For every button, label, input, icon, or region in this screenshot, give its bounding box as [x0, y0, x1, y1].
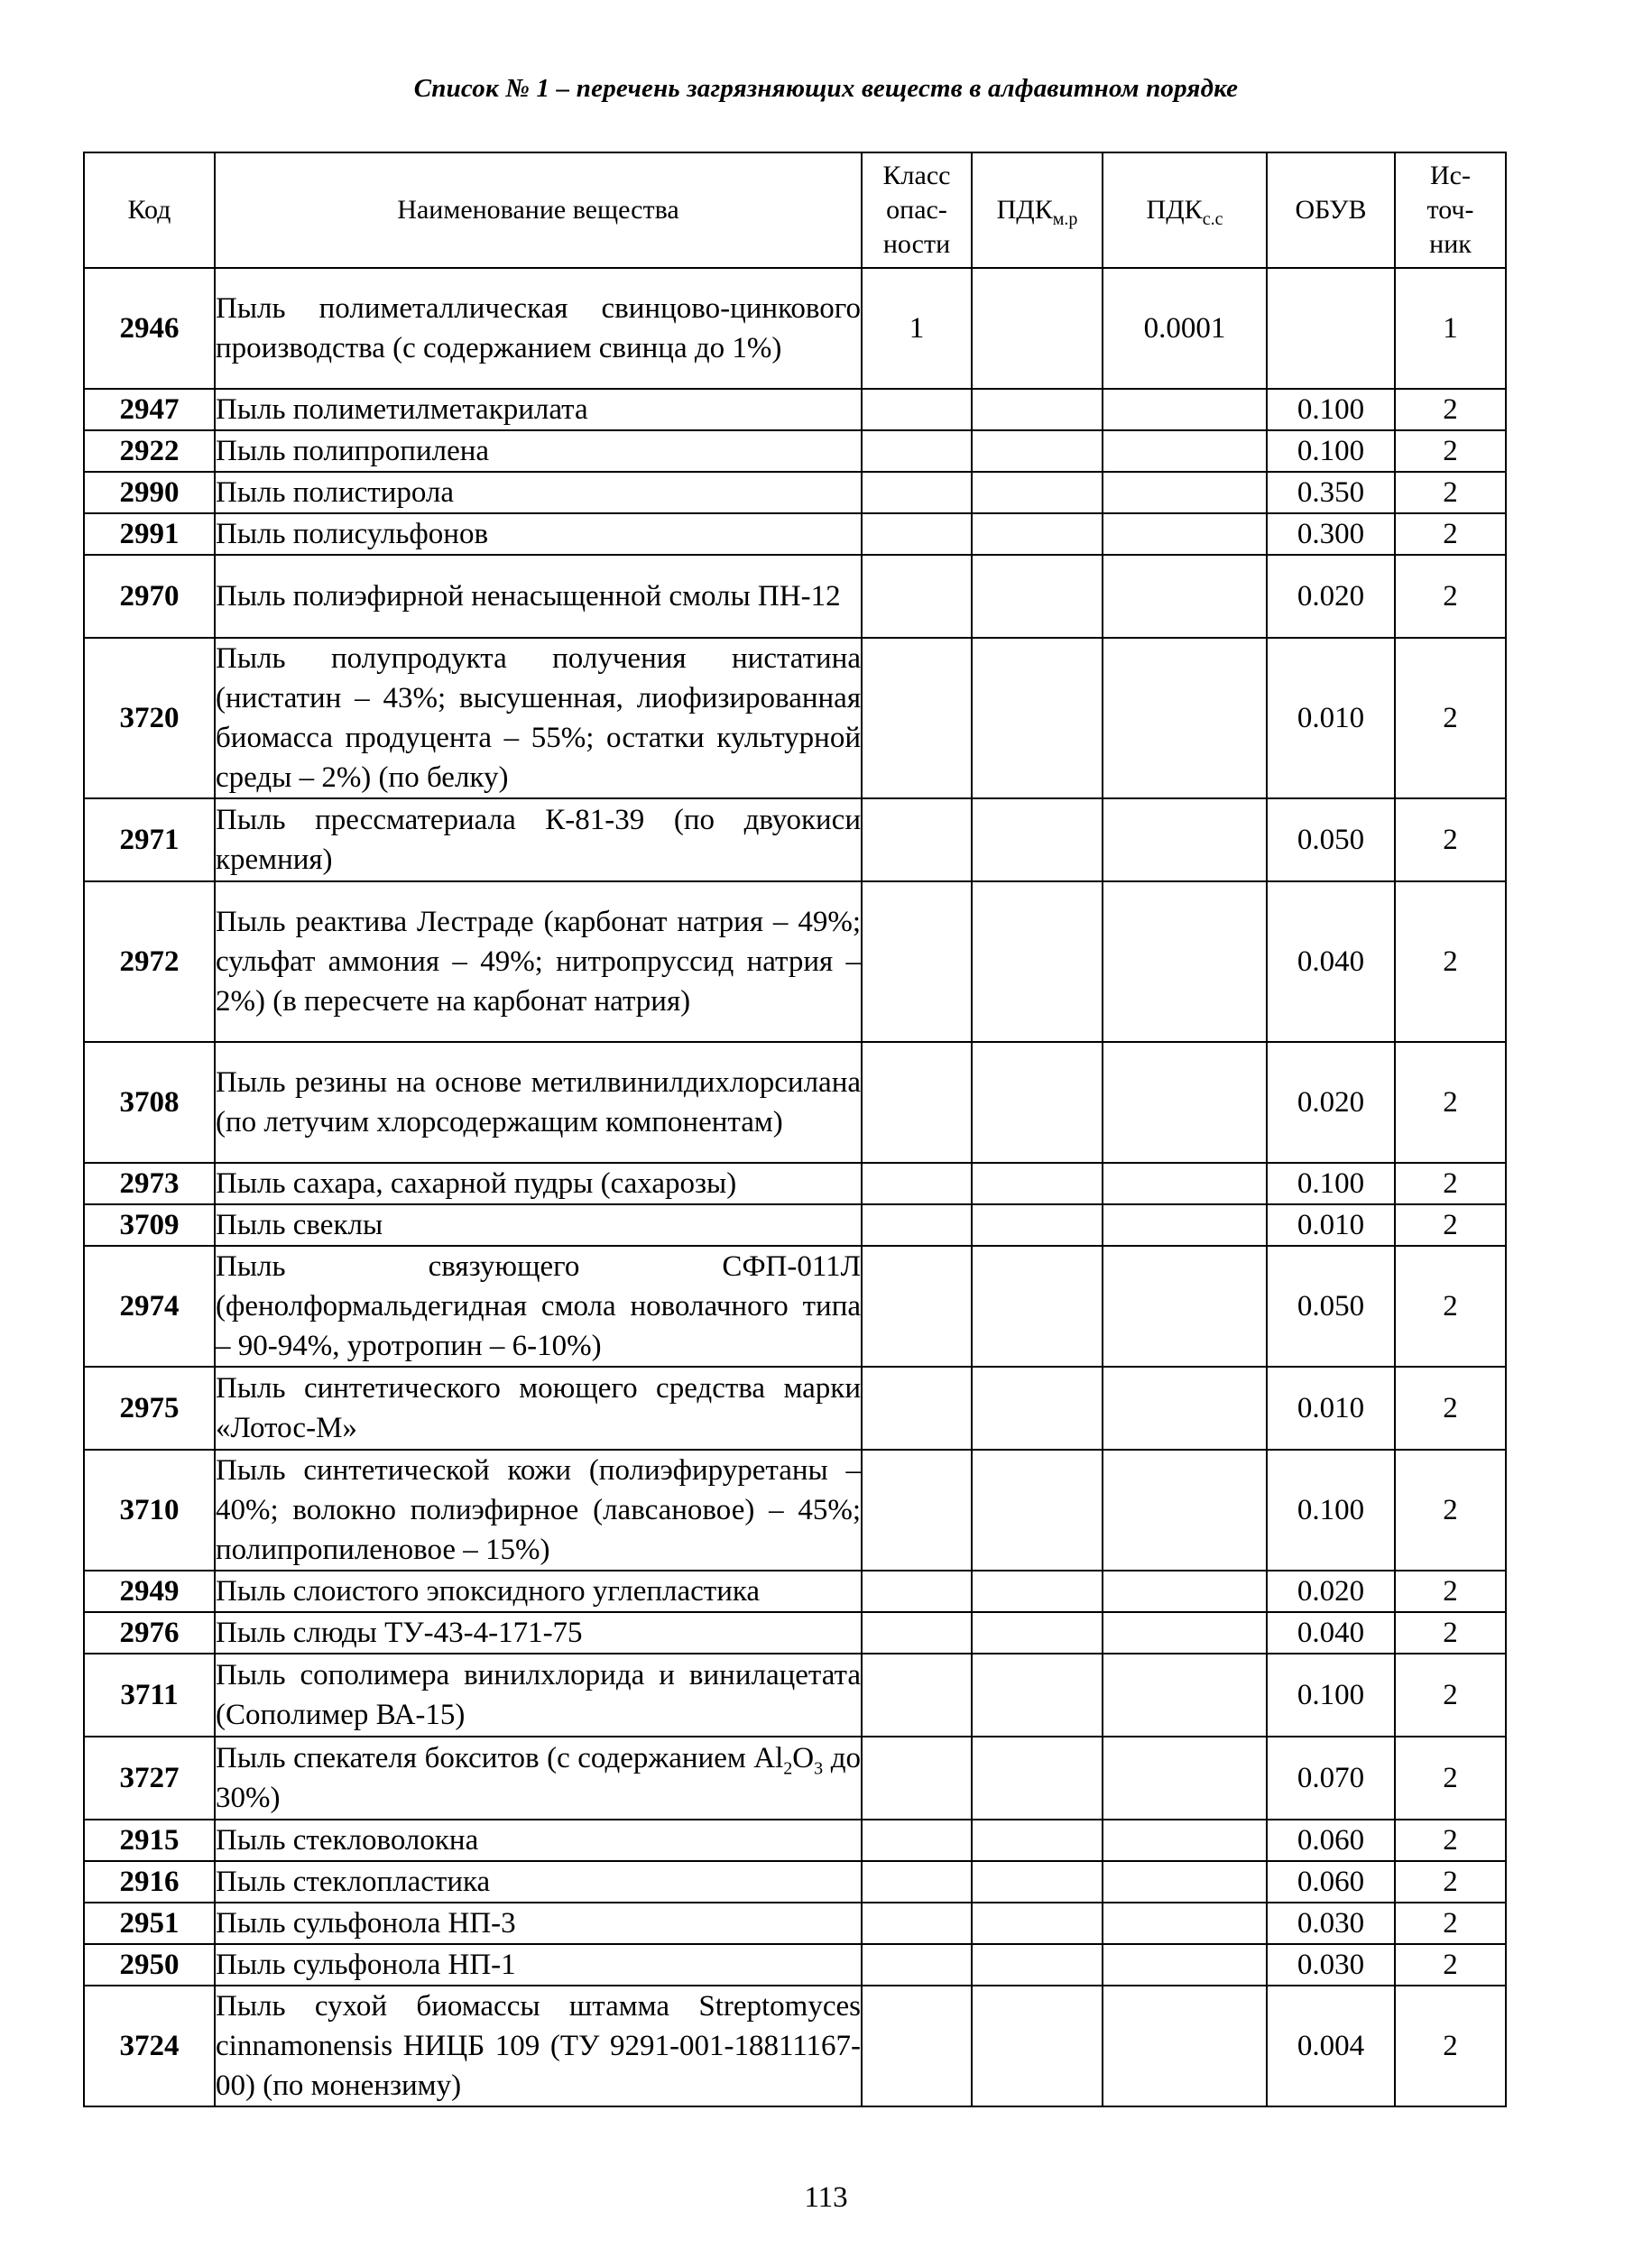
cell-name: Пыль полиметилметакрилата: [215, 389, 862, 430]
cell-source: 2: [1395, 1986, 1506, 2106]
cell-pdk-ss: 0.0001: [1103, 268, 1267, 389]
table-row: [84, 1163, 1506, 1204]
cell-obuv: 0.030: [1267, 1944, 1395, 1986]
cell-code: 2946: [84, 268, 215, 389]
cell-source: 2: [1395, 555, 1506, 638]
header-pdk-ss: [1103, 152, 1267, 268]
cell-pdk-ss: [1103, 1042, 1267, 1163]
cell-hazard-class: [862, 555, 972, 638]
cell-name: Пыль полупродукта получения нистатина (нистатин – 43%; высушенная, лиофизированная биомасса продуцента – 55%; остатки культурной среды – 2%) (по белку): [215, 638, 862, 798]
cell-hazard-class: [862, 1654, 972, 1737]
cell-hazard-class: [862, 513, 972, 555]
table-row: [84, 1450, 1506, 1571]
cell-pdk-mr: [972, 1820, 1103, 1861]
cell-name: Пыль свеклы: [215, 1204, 862, 1246]
table-row: [84, 1820, 1506, 1861]
cell-pdk-ss: [1103, 798, 1267, 881]
cell-pdk-ss: [1103, 513, 1267, 555]
cell-obuv: 0.010: [1267, 1204, 1395, 1246]
name-part: до 30%): [216, 1742, 861, 1814]
table-header-row: [84, 152, 1506, 268]
cell-pdk-ss: [1103, 555, 1267, 638]
cell-obuv: 0.300: [1267, 513, 1395, 555]
cell-pdk-ss: [1103, 1571, 1267, 1612]
cell-pdk-mr: [972, 1944, 1103, 1986]
cell-name: Пыль полиэфирной ненасыщенной смолы ПН-12: [215, 555, 862, 638]
cell-source: 2: [1395, 1903, 1506, 1944]
table-row: [84, 1861, 1506, 1903]
cell-hazard-class: [862, 430, 972, 472]
cell-obuv: 0.060: [1267, 1820, 1395, 1861]
cell-hazard-class: [862, 1861, 972, 1903]
cell-hazard-class: [862, 638, 972, 798]
cell-pdk-ss: [1103, 1861, 1267, 1903]
cell-hazard-class: [862, 1204, 972, 1246]
cell-code: 2916: [84, 1861, 215, 1903]
cell-code: 2922: [84, 430, 215, 472]
header-source: Ис- точ- ник: [1395, 152, 1506, 268]
cell-hazard-class: [862, 1944, 972, 1986]
cell-code: 2970: [84, 555, 215, 638]
cell-obuv: 0.020: [1267, 1042, 1395, 1163]
name-subscript: 3: [814, 1758, 824, 1779]
name-part: Пыль спекателя бокситов (с содержанием Al: [216, 1742, 784, 1774]
cell-obuv: 0.010: [1267, 638, 1395, 798]
cell-name: Пыль полисульфонов: [215, 513, 862, 555]
cell-pdk-ss: [1103, 1654, 1267, 1737]
cell-obuv: 0.020: [1267, 555, 1395, 638]
cell-hazard-class: [862, 1571, 972, 1612]
cell-name: Пыль слоистого эпоксидного углепластика: [215, 1571, 862, 1612]
table-row: [84, 881, 1506, 1042]
cell-source: 2: [1395, 1944, 1506, 1986]
cell-obuv: [1267, 268, 1395, 389]
cell-pdk-ss: [1103, 638, 1267, 798]
cell-name: Пыль полипропилена: [215, 430, 862, 472]
cell-pdk-ss: [1103, 1737, 1267, 1820]
cell-source: 1: [1395, 268, 1506, 389]
table-row: [84, 389, 1506, 430]
cell-pdk-mr: [972, 1042, 1103, 1163]
cell-hazard-class: [862, 1450, 972, 1571]
table-row: [84, 1042, 1506, 1163]
cell-name: Пыль полиметаллическая свинцово-цинкового производства (с содержанием свинца до 1%): [215, 268, 862, 389]
cell-code: 2990: [84, 472, 215, 513]
cell-name: Пыль сополимера винилхлорида и винилацетата (Сополимер ВА-15): [215, 1654, 862, 1737]
cell-pdk-ss: [1103, 1986, 1267, 2106]
cell-pdk-ss: [1103, 389, 1267, 430]
cell-pdk-mr: [972, 1163, 1103, 1204]
cell-source: 2: [1395, 513, 1506, 555]
cell-pdk-mr: [972, 1861, 1103, 1903]
cell-source: 2: [1395, 798, 1506, 881]
cell-code: 3724: [84, 1986, 215, 2106]
cell-code: 2949: [84, 1571, 215, 1612]
cell-source: 2: [1395, 1861, 1506, 1903]
cell-obuv: 0.050: [1267, 798, 1395, 881]
cell-pdk-mr: [972, 638, 1103, 798]
cell-name: [215, 1737, 862, 1820]
cell-pdk-mr: [972, 1246, 1103, 1367]
header-code: Код: [84, 152, 215, 268]
cell-code: 2973: [84, 1163, 215, 1204]
cell-name: Пыль сульфонола НП-1: [215, 1944, 862, 1986]
cell-obuv: 0.050: [1267, 1246, 1395, 1367]
cell-hazard-class: [862, 1903, 972, 1944]
cell-source: 2: [1395, 1737, 1506, 1820]
cell-pdk-mr: [972, 472, 1103, 513]
table-row: [84, 513, 1506, 555]
table-row: [84, 1571, 1506, 1612]
cell-pdk-ss: [1103, 430, 1267, 472]
cell-hazard-class: [862, 472, 972, 513]
cell-pdk-mr: [972, 1450, 1103, 1571]
cell-pdk-mr: [972, 1654, 1103, 1737]
cell-pdk-mr: [972, 1903, 1103, 1944]
cell-pdk-mr: [972, 1612, 1103, 1654]
cell-code: 2915: [84, 1820, 215, 1861]
name-part: O: [792, 1742, 815, 1774]
cell-pdk-ss: [1103, 1944, 1267, 1986]
cell-pdk-ss: [1103, 1450, 1267, 1571]
cell-pdk-ss: [1103, 1367, 1267, 1450]
cell-hazard-class: [862, 1163, 972, 1204]
header-pdk-mr-base: ПДК: [996, 195, 1053, 225]
cell-pdk-mr: [972, 1737, 1103, 1820]
cell-hazard-class: [862, 1246, 972, 1367]
table-row: [84, 798, 1506, 881]
cell-code: 2947: [84, 389, 215, 430]
cell-pdk-ss: [1103, 472, 1267, 513]
cell-name: Пыль полистирола: [215, 472, 862, 513]
table-row: [84, 555, 1506, 638]
header-pdk-mr-sub: м.р: [1052, 209, 1078, 229]
cell-pdk-mr: [972, 1571, 1103, 1612]
cell-code: 3727: [84, 1737, 215, 1820]
table-row: [84, 1612, 1506, 1654]
cell-code: 3708: [84, 1042, 215, 1163]
cell-hazard-class: [862, 1986, 972, 2106]
cell-code: 2971: [84, 798, 215, 881]
table-row: [84, 472, 1506, 513]
cell-pdk-mr: [972, 555, 1103, 638]
cell-pdk-ss: [1103, 1903, 1267, 1944]
cell-source: 2: [1395, 1204, 1506, 1246]
cell-obuv: 0.100: [1267, 1450, 1395, 1571]
cell-source: 2: [1395, 1450, 1506, 1571]
header-obuv: ОБУВ: [1267, 152, 1395, 268]
cell-obuv: 0.100: [1267, 1163, 1395, 1204]
cell-name: Пыль прессматериала К-81-39 (по двуокиси кремния): [215, 798, 862, 881]
cell-pdk-ss: [1103, 881, 1267, 1042]
cell-pdk-ss: [1103, 1163, 1267, 1204]
cell-obuv: 0.070: [1267, 1737, 1395, 1820]
cell-source: 2: [1395, 1042, 1506, 1163]
cell-name: Пыль резины на основе метилвинилдихлорсилана (по летучим хлорсодержащим компонентам): [215, 1042, 862, 1163]
cell-name: Пыль сахара, сахарной пудры (сахарозы): [215, 1163, 862, 1204]
cell-obuv: 0.010: [1267, 1367, 1395, 1450]
cell-source: 2: [1395, 1654, 1506, 1737]
cell-source: 2: [1395, 389, 1506, 430]
cell-source: 2: [1395, 1820, 1506, 1861]
cell-code: 3720: [84, 638, 215, 798]
cell-obuv: 0.020: [1267, 1571, 1395, 1612]
cell-pdk-mr: [972, 268, 1103, 389]
cell-obuv: 0.040: [1267, 881, 1395, 1042]
table-row: [84, 268, 1506, 389]
cell-hazard-class: [862, 1612, 972, 1654]
table-row: [84, 638, 1506, 798]
cell-name: Пыль сухой биомассы штамма Streptomyces cinnamonensis НИЦБ 109 (ТУ 9291-001-18811167-00) (по монензиму): [215, 1986, 862, 2106]
cell-code: 3710: [84, 1450, 215, 1571]
cell-pdk-mr: [972, 1204, 1103, 1246]
cell-code: 2950: [84, 1944, 215, 1986]
cell-code: 2974: [84, 1246, 215, 1367]
cell-obuv: 0.100: [1267, 389, 1395, 430]
cell-name: Пыль сульфонола НП-3: [215, 1903, 862, 1944]
cell-obuv: 0.350: [1267, 472, 1395, 513]
cell-obuv: 0.100: [1267, 430, 1395, 472]
cell-pdk-mr: [972, 881, 1103, 1042]
cell-hazard-class: [862, 798, 972, 881]
cell-source: 2: [1395, 1246, 1506, 1367]
header-pdk-mr: [972, 152, 1103, 268]
table-row: [84, 1367, 1506, 1450]
table-row: [84, 1737, 1506, 1820]
table-row: [84, 1246, 1506, 1367]
cell-source: 2: [1395, 1571, 1506, 1612]
cell-obuv: 0.030: [1267, 1903, 1395, 1944]
cell-pdk-ss: [1103, 1204, 1267, 1246]
cell-hazard-class: [862, 1737, 972, 1820]
cell-pdk-ss: [1103, 1612, 1267, 1654]
table-row: [84, 1204, 1506, 1246]
cell-pdk-ss: [1103, 1820, 1267, 1861]
cell-hazard-class: [862, 1367, 972, 1450]
cell-name: Пыль связующего СФП-011Л (фенолформальдегидная смола новолачного типа – 90-94%, уротропин – 6-10%): [215, 1246, 862, 1367]
table-row: [84, 1986, 1506, 2106]
substances-table: [83, 152, 1507, 2107]
cell-hazard-class: [862, 1042, 972, 1163]
cell-code: 3711: [84, 1654, 215, 1737]
cell-pdk-mr: [972, 1986, 1103, 2106]
cell-source: 2: [1395, 638, 1506, 798]
page-title: Список № 1 – перечень загрязняющих веществ в алфавитном порядке: [413, 74, 1239, 103]
cell-code: 2951: [84, 1903, 215, 1944]
page-number: 113: [804, 2181, 848, 2214]
cell-hazard-class: [862, 389, 972, 430]
cell-source: 2: [1395, 1367, 1506, 1450]
cell-obuv: 0.060: [1267, 1861, 1395, 1903]
cell-obuv: 0.040: [1267, 1612, 1395, 1654]
header-pdk-ss-sub: с.с: [1202, 209, 1223, 229]
cell-pdk-mr: [972, 513, 1103, 555]
cell-name: Пыль слюды ТУ-43-4-171-75: [215, 1612, 862, 1654]
cell-hazard-class: [862, 881, 972, 1042]
table-row: [84, 430, 1506, 472]
cell-obuv: 0.004: [1267, 1986, 1395, 2106]
cell-obuv: 0.100: [1267, 1654, 1395, 1737]
cell-source: 2: [1395, 1163, 1506, 1204]
cell-hazard-class: [862, 1820, 972, 1861]
cell-code: 2975: [84, 1367, 215, 1450]
table-row: [84, 1903, 1506, 1944]
cell-source: 2: [1395, 472, 1506, 513]
cell-code: 3709: [84, 1204, 215, 1246]
table-row: [84, 1654, 1506, 1737]
cell-name: Пыль стекловолокна: [215, 1820, 862, 1861]
cell-source: 2: [1395, 430, 1506, 472]
header-name: Наименование вещества: [215, 152, 862, 268]
header-pdk-ss-base: ПДК: [1146, 195, 1203, 225]
cell-name: Пыль синтетической кожи (полиэфируретаны – 40%; волокно полиэфирное (лавсановое) – 45%; полипропиленовое – 15%): [215, 1450, 862, 1571]
cell-pdk-mr: [972, 798, 1103, 881]
cell-pdk-mr: [972, 430, 1103, 472]
cell-name: Пыль синтетического моющего средства марки «Лотос-М»: [215, 1367, 862, 1450]
header-hazard-class: Класс опас- ности: [862, 152, 972, 268]
name-subscript: 2: [783, 1758, 793, 1779]
cell-source: 2: [1395, 881, 1506, 1042]
cell-name: Пыль стеклопластика: [215, 1861, 862, 1903]
cell-code: 2972: [84, 881, 215, 1042]
cell-code: 2991: [84, 513, 215, 555]
cell-code: 2976: [84, 1612, 215, 1654]
cell-hazard-class: 1: [862, 268, 972, 389]
cell-pdk-mr: [972, 1367, 1103, 1450]
cell-name: Пыль реактива Лестраде (карбонат натрия – 49%; сульфат аммония – 49%; нитропруссид натрия – 2%) (в пересчете на карбонат натрия): [215, 881, 862, 1042]
cell-pdk-ss: [1103, 1246, 1267, 1367]
cell-pdk-mr: [972, 389, 1103, 430]
table-row: [84, 1944, 1506, 1986]
cell-source: 2: [1395, 1612, 1506, 1654]
